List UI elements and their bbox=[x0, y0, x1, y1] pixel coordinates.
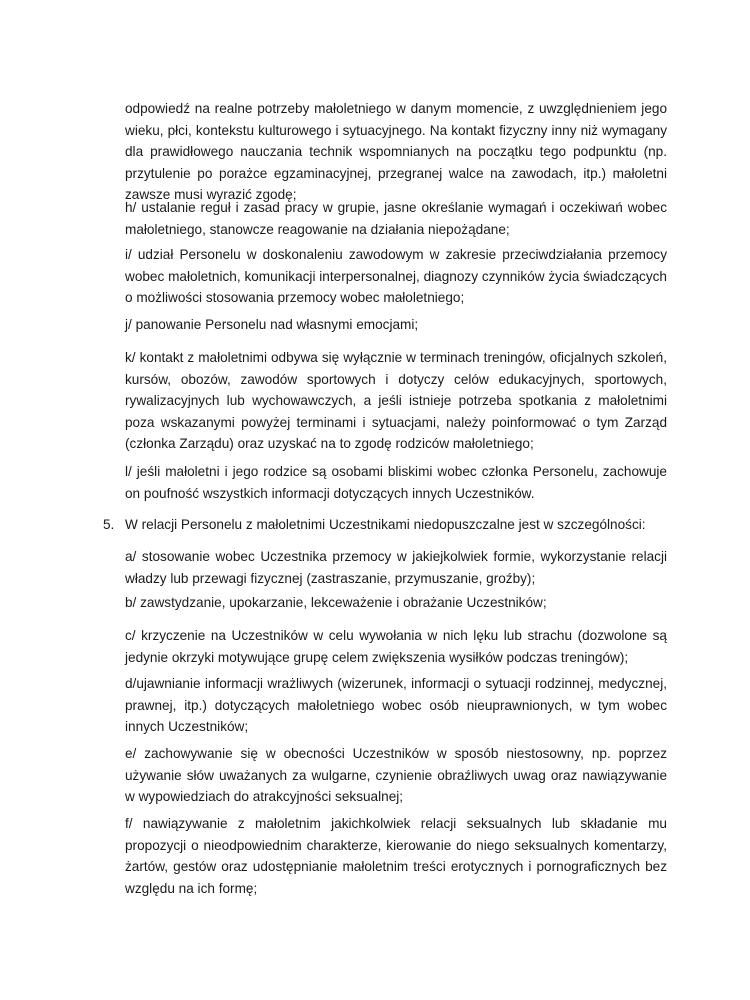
section-5-heading bbox=[103, 514, 683, 536]
paragraph-i: i/ udział Personelu w doskonaleniu zawodowym w zakresie przeciwdziałania przemocy wobec małoletnich, komunikacji interpersonalnej, diagnozy czynników życia świadczących o możliwości stosowania przemocy wobec małoletniego; bbox=[125, 247, 667, 305]
item-c: c/ krzyczenie na Uczestników w celu wywołania w nich lęku lub strachu (dozwolone są jedynie okrzyki motywujące grupę celem zwiększenia wysiłków podczas treningów); bbox=[125, 628, 667, 665]
paragraph-g-continuation: odpowiedź na realne potrzeby małoletniego w danym momencie, z uwzględnieniem jego wieku, płci, kontekstu kulturowego i sytuacyjnego. Na kontakt fizyczny inny niż wymagany dla prawidłowego nauczania technik wspomnianych na początku tego podpunktu (np. przytulenie po porażce egzaminacyjnej, przegranej walce na zawodach, itp.) małoletni zawsze musi wyrazić zgodę; bbox=[125, 101, 667, 202]
paragraph-h: h/ ustalanie reguł i zasad pracy w grupie, jasne określanie wymagań i oczekiwań wobec małoletniego, stanowcze reagowanie na działania niepożądane; bbox=[125, 200, 667, 237]
section-5-text: W relacji Personelu z małoletnimi Uczestnikami niedopuszczalne jest w szczególności: bbox=[125, 517, 646, 532]
paragraph-k: k/ kontakt z małoletnimi odbywa się wyłącznie w terminach treningów, oficjalnych szkoleń, kursów, obozów, zawodów sportowych i dotyczy celów edukacyjnych, sportowych, rywalizacyjnych lub wychowawczych, a jeśli istnieje potrzeba spotkania z małoletnimi poza wskazanymi powyżej terminami i sytuacjami, należy poinformować o tym Zarząd (członka Zarządu) oraz uzyskać na to zgodę rodziców małoletniego; bbox=[125, 350, 667, 451]
item-e: e/ zachowywanie się w obecności Uczestników w sposób niestosowny, np. poprzez używanie słów uważanych za wulgarne, czynienie obraźliwych uwag oraz nawiązywanie w wypowiedziach do atrakcyjności seksualnej; bbox=[125, 746, 667, 804]
item-d: d/ujawnianie informacji wrażliwych (wizerunek, informacji o sytuacji rodzinnej, medycznej, prawnej, itp.) dotyczących małoletniego wobec osób nieuprawnionych, w tym wobec innych Uczestników; bbox=[125, 676, 667, 734]
item-b: b/ zawstydzanie, upokarzanie, lekceważenie i obrażanie Uczestników; bbox=[125, 595, 547, 610]
item-a: a/ stosowanie wobec Uczestnika przemocy w jakiejkolwiek formie, wykorzystanie relacji władzy lub przewagi fizycznej (zastraszanie, przymuszanie, groźby); bbox=[125, 549, 667, 586]
paragraph-j: j/ panowanie Personelu nad własnymi emocjami; bbox=[125, 317, 419, 332]
paragraph-l: l/ jeśli małoletni i jego rodzice są osobami bliskimi wobec członka Personelu, zachowuje on poufność wszystkich informacji dotyczących innych Uczestników. bbox=[125, 464, 667, 501]
section-5-number: 5. bbox=[103, 517, 115, 532]
item-f: f/ nawiązywanie z małoletnim jakichkolwiek relacji seksualnych lub składanie mu propozycji o nieodpowiednim charakterze, kierowanie do niego seksualnych komentarzy, żartów, gestów oraz udostępnianie małoletnim treści erotycznych i pornograficznych bez względu na ich formę; bbox=[125, 816, 667, 896]
